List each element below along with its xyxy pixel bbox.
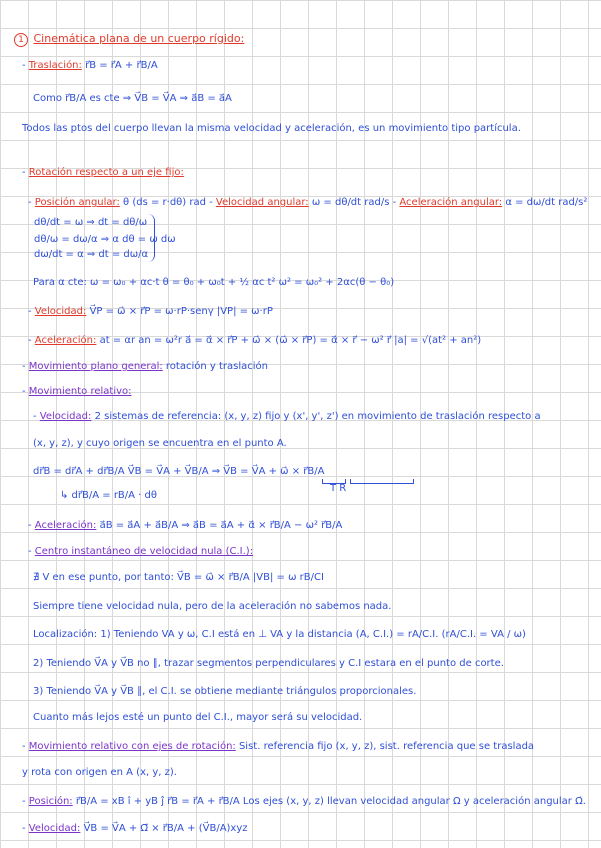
note-text: V⃗B = V⃗A + Ω⃗ × r⃗B/A + (V⃗B/A)xyz (80, 823, 248, 834)
note-line (33, 685, 416, 699)
underbrace-r (350, 479, 414, 484)
note-line (28, 519, 342, 533)
page-title (14, 32, 244, 47)
note-text: dω/dt = α ⇒ dt = dω/α (34, 249, 149, 260)
note-heading: Centro instantáneo de velocidad nula (C.I.): (34, 546, 254, 557)
note-text: - (22, 796, 29, 807)
note-line (28, 545, 253, 559)
note-text: Como r⃗B/A es cte ⇒ V⃗B = V⃗A ⇒ a⃗B = a⃗A (33, 93, 232, 104)
note-text: ∄ V en ese punto, por tanto: V⃗B = ω⃗ × r⃗B/A |VB| = ω rB/CI (33, 572, 324, 583)
note-heading: Aceleración angular: (399, 197, 503, 208)
note-line (33, 571, 324, 585)
note-text: - (28, 197, 35, 208)
note-text: V⃗P = ω⃗ × r⃗P = ω·rP·senγ |VP| = ω·rP (86, 306, 273, 317)
section-number: 1 (14, 33, 28, 47)
note-heading: Traslación: (28, 60, 82, 71)
note-heading: Aceleración: (34, 335, 97, 346)
note-text: Sist. referencia fijo (x, y, z), sist. referencia que se traslada (235, 741, 535, 752)
note-text: y rota con origen en A (x, y, z). (22, 767, 177, 778)
note-text: Para α cte: ω = ω₀ + αc·t θ = θ₀ + ω₀t + ½ αc t² ω² = ω₀² + 2αc(θ − θ₀) (33, 277, 395, 288)
note-text: - (33, 411, 40, 422)
note-text: 3) Teniendo V⃗A y V⃗B ∥, el C.I. se obtiene mediante triángulos proporcionales. (33, 686, 417, 697)
note-line (22, 766, 177, 780)
note-text: - (22, 167, 29, 178)
note-line (33, 600, 391, 614)
note-text: (x, y, z), y cuyo origen se encuentra en el punto A. (33, 438, 287, 449)
note-line (33, 711, 362, 725)
note-text: Siempre tiene velocidad nula, pero de la aceleración no sabemos nada. (33, 601, 392, 612)
note-text: T R (330, 483, 347, 494)
note-text: r⃗B = r⃗A + r⃗B/A (81, 60, 158, 71)
note-line (28, 334, 481, 348)
note-line (34, 248, 148, 262)
note-line (33, 465, 324, 479)
note-text: θ (ds = r·dθ) rad - (119, 197, 216, 208)
note-text: r⃗B/A = xB î + yB ĵ r⃗B = r⃗A + r⃗B/A Los ejes (x, y, z) llevan velocidad angular Ω y aceleración angular Ω̇. (72, 796, 586, 807)
note-heading: Movimiento relativo: (28, 386, 132, 397)
note-heading: Movimiento relativo con ejes de rotación: (28, 741, 236, 752)
note-line (28, 196, 587, 210)
note-line (22, 385, 132, 399)
note-heading: Velocidad: (28, 823, 81, 834)
note-heading: Aceleración: (34, 520, 97, 531)
note-heading: Movimiento plano general: (28, 361, 163, 372)
note-line (22, 166, 184, 180)
note-text: - (22, 386, 29, 397)
note-line (33, 437, 287, 451)
note-text: - (22, 60, 29, 71)
note-text: rotación y traslación (162, 361, 268, 372)
note-line (34, 216, 147, 230)
note-line (330, 482, 346, 496)
note-text: - (22, 741, 29, 752)
note-text: Localización: 1) Teniendo VA y ω, C.I está en ⊥ VA y la distancia (A, C.I.) = rA/C.I. (rA/C.I. = VA / ω) (33, 629, 526, 640)
note-text: 2 sistemas de referencia: (x, y, z) fijo y (x', y', z') en movimiento de traslación respecto a (91, 411, 541, 422)
note-text: - (22, 361, 29, 372)
note-text: - (28, 520, 35, 531)
note-line (22, 59, 158, 73)
note-heading: Velocidad: (39, 411, 92, 422)
note-text: - (28, 306, 35, 317)
note-text: ↳ dr⃗B/A = rB/A · dθ (60, 490, 158, 501)
note-line (28, 305, 273, 319)
page-title-text: Cinemática plana de un cuerpo rígido: (33, 32, 245, 45)
note-text: dθ/dt = ω ⇒ dt = dθ/ω (34, 217, 148, 228)
note-line (33, 628, 526, 642)
note-text: - (22, 823, 29, 834)
brace-decoration (148, 214, 155, 262)
note-text: Cuanto más lejos esté un punto del C.I., mayor será su velocidad. (33, 712, 363, 723)
note-text: 2) Teniendo V⃗A y V⃗B no ∥, trazar segmentos perpendiculares y C.I estara en el punto de corte. (33, 658, 504, 669)
note-line (33, 92, 232, 106)
note-text: dr⃗B = dr⃗A + dr⃗B/A V⃗B = V⃗A + V⃗B/A ⇒ V⃗B = V⃗A + ω⃗ × r⃗B/A (33, 466, 325, 477)
note-line (22, 122, 521, 136)
underbrace-t (322, 479, 346, 484)
note-line (33, 276, 394, 290)
note-line (60, 489, 157, 503)
note-text: at = αr an = ω²r a⃗ = α⃗ × r⃗P + ω⃗ × (ω⃗ × r⃗P) = α⃗ × r⃗ − ω² r⃗ |a| = √(at² + an²) (96, 335, 482, 346)
note-heading: Posición: (28, 796, 73, 807)
note-line (33, 657, 504, 671)
note-text: - (28, 546, 35, 557)
note-text: Todos las ptos del cuerpo llevan la misma velocidad y aceleración, es un movimiento tipo partícula. (22, 123, 521, 134)
note-heading: Rotación respecto a un eje fijo: (28, 167, 184, 178)
note-line (33, 410, 541, 424)
note-line (22, 822, 248, 836)
note-text: a⃗B = a⃗A + a⃗B/A ⇒ a⃗B = a⃗A + α⃗ × r⃗B/A − ω² r⃗B/A (96, 520, 343, 531)
note-heading: Posición angular: (34, 197, 120, 208)
note-text: α = dω/dt rad/s² (502, 197, 588, 208)
note-text: dθ/ω = dω/α ⇒ α dθ = ω dω (34, 234, 176, 245)
note-heading: Velocidad: (34, 306, 87, 317)
note-heading: Velocidad angular: (215, 197, 309, 208)
note-text: - (28, 335, 35, 346)
note-text: ω = dθ/dt rad/s - (308, 197, 400, 208)
note-line (22, 795, 586, 809)
note-line (22, 360, 268, 374)
note-line (22, 740, 534, 754)
